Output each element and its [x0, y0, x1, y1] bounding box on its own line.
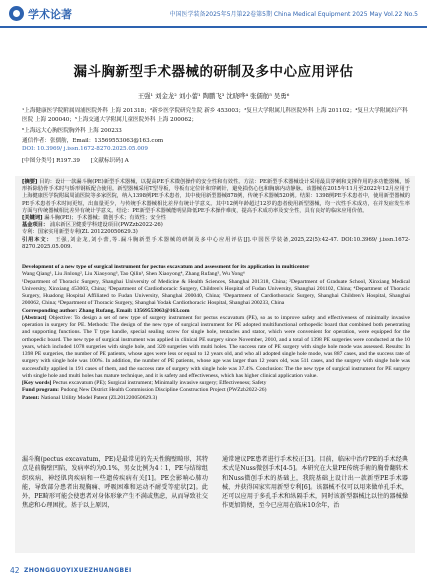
patent-cn: 专利：国家实用新型专利(ZL 201220050629.3) [22, 229, 138, 236]
english-fund: Pudong New District Health Commission Discipline Construction Project (PWZzb2022-26) [60, 387, 267, 394]
keywords-cn-label: [关键词] [22, 215, 43, 222]
doi-link[interactable]: DOI: 10.3969/ j.issn.1672-8270.2025.05.009 [22, 146, 148, 152]
english-affiliations: ¹Department of Thoracic Surgery, Shanghai University of Medicine & Health Sciences, Shanghai 201318, China; ²Department of Graduate School, Xinxiang Medical University, Xinxiang 453003, China; ³Department of Cardiothoracic Surgery, Children's Hospital of Fudan University, Shanghai 201102, China; ⁴Department of Thoracic Surgery, Huadong Hospital Affiliated to Fudan University, Shanghai 200040, China; ⁵Department of Cardiothoracic Surgery, Shanghai Children's Hospital, Shanghai 200062, China; ⁶Department of Thoracic Surgery, Shanghai Yodak Cardiothoracic Hospital, Shanghai 200233, China [22, 278, 410, 307]
english-fund-label: Fund program: [22, 387, 60, 394]
abstract-cn-label: [摘要] [22, 179, 38, 185]
author-list: 王强¹ 刘金龙² 刘小蕾¹ 陶鹏飞³ 沈晓哗⁴ 张儒舫⁵ 吴勇⁶ [137, 92, 290, 100]
english-keywords: Pectus excavatum (PE); Surgical instrument; Minimally invasive surgery; Effectiveness; Safety [52, 380, 267, 386]
english-abstract-text: Objective: To design a set of new type of surgery instrument for pectus excavatum (PE), so as to improve safety and effectiveness of minimally invasive operation in surgery for PE. Methods: The design of the new type of surgical instrument for PE adopted multifunctional orthopedic board that combined both penetrating and supporting functions. The T type handle, special sealing screw for single hole, tentacles and stator, which were convenient for operation, were equipped for the orthopedic board. The new type of surgical instrument was applied in clinical PE surgery since November, 2010, and a total of 1398 PE surgeries were conducted at the 10 years, which included 1078 surgeries with single hole, and 320 surgeries with multi holes. The success rate of PE surgery with single hole mode was assessed. Results: In 1398 PE surgeries, the number of PE patients, whose ages were less or equal to 12 years old, and who all adopted single hole mode, was 887 cases, and the success rate of surgery with single hole was 100%. In addition, the number of PE patients, whose age was larger than 12 years old, was 511 cases, and the surgery with single hole was successfully applied in 191 cases of them, and the success rate of surgery with single hole was 37.4%. Conclusion: The the new type of surgical instrument for PE surgery with single hole and multi holes has mature technique, and it is safety and effectiveness, which has higher clinical application value. [22, 314, 410, 379]
english-abstract-label: [Abstract] [22, 314, 47, 321]
classification-codes [22, 156, 129, 164]
page-footer [0, 564, 427, 579]
english-patent-label: Patent: [22, 394, 40, 401]
page-header [0, 0, 427, 30]
body-column-right: 通常建议PE患者进行手术校正[3]。目前，临床中治疗PE的手术经典术式是Nuss微创手术[4-5]。本研究在大量PE传统手術的胸骨翻转术和Nuss微创手术的基础上，我院基础上设计出一款新型PE手术器械，并获得国家实用新型专利[6]。该器械不仅可以用来做单孔手术，还可以应用于多孔手术和纵隔手术，同时该新型器械比以往的器械操作更加简便，至今已应用在临床10余年，治 [222, 456, 408, 510]
page-number: 42 [10, 566, 20, 575]
affiliations: ¹上海健康医学院附属周浦医院外科 上海 201318；²新乡医学院研究生院 新乡 453003；³复旦大学附属儿科医院外科 上海 201102；⁴复旦大学附属妇产科医院 上海 200040；⁵上海交通大学附属儿童医院外科 上海 200062； [22, 108, 408, 123]
english-authors: Wang Qiang¹, Liu Jinlong², Liu Xiaoyong³, Tao Qilin³, Shen Xiaoyong⁴, Zhang Rufang⁵, Wu Yong⁶ [22, 271, 245, 278]
footer-journal: ZHONGGUOYIXUEZHUANGBEI [24, 567, 132, 574]
english-patent: National Utility Model Patent (ZL201220050629.3) [40, 394, 158, 401]
journal-info: 中国医学装备2025年5月第22卷第5期 China Medical Equipment 2025 May Vol.22 No.5 [169, 11, 418, 18]
abstract-cn-text: 目的：设计一款漏斗胸(PE)新型手术器械，以提高PE手术微创操作的安全性和有效性。方法：PE新型手术器械设计采用最具穿刺和支撑作用的多功能器械，矫形拆除肋骨手术时与矫形钢板配合使用。新型器械采用T型导板，导板有定位针和穿刺针，避免损伤心包和胸廓内动静脉。该器械在2015年11月至2022年12月应用于上海健康医学院附属周浦医院等多家医院，纳入1398例PE手术患者，其中使用新型器械878例，传统手术器械520例。结果：1398例PE手术患者中，使用新型器械的PE手术患者手术时间更短，出血量更少，与传统手术器械相比差异有统计学意义。其中12例年龄超过12岁的患者使用新型器械，均一次性手术成功，在并发症发生率方面与传统器械相比差异有统计学意义。结论：PE新型手术器械能明显降低PE手术操作难度，提高手术成功率及安全性，具有良好的临床应用价值。 [22, 179, 410, 214]
journal-logo-icon [9, 6, 24, 21]
affiliations-cont: ⁶上海远大心胸医院胸外科 上海 200233 [22, 128, 122, 134]
fund-cn-label: 基金项目： [22, 222, 49, 229]
body-column-left: 漏斗胸(pectus excavatum，PE)是最常见的先天性胸壁畸形，其特点是前胸壁凹陷，发病率约为0.1%，男女比例为4∶1，PE与结缔组织疾病、神经肌肉疾病和一些遗传疾病有关[1]。PE会影响心肺功能，导致部分患者出现胸痛、呼吸困难和运动不耐受等症状[2]。此外，PE畸形可能会使患者对身体形象产生不满或焦虑，从而导致社交焦虑和心理困扰。基于以上原因， [22, 456, 208, 510]
document-code: [文献标识码] A [90, 158, 129, 164]
header-rule [0, 26, 427, 28]
english-title: Development of a new type of surgical instrument for pectus excavatum and assessment for its application in multicenter [22, 264, 310, 270]
cite-label: 引用本文： [22, 236, 53, 243]
section-label: 学术论著 [28, 8, 72, 21]
clc-code: [中图分类号] R197.39 [22, 158, 80, 164]
english-keywords-label: [Key words] [22, 380, 52, 386]
abstract-cn [22, 179, 410, 251]
article-title: 漏斗胸新型手术器械的研制及多中心应用评估 [73, 64, 354, 80]
english-corresponding: Corresponding author: Zhang Rufang, Email: 13569553063@163.com [22, 307, 190, 314]
fund-cn: 浦东新区卫健委学科建设项目(PWZzb2022-26) [49, 222, 163, 229]
citation: 王强,刘金龙,刘小蕾,等.漏斗胸新型手术器械的研制及多中心应用评估[J].中国医学装备,2025,22(5):42-47. DOI:10.3969/ j.issn.1672-8270.2025.05.009. [22, 236, 411, 250]
keywords-cn: 漏斗胸(PE)；手术器械；微创手术；有效性；安全性 [44, 215, 166, 222]
corresponding-author: 通信作者：张儒舫，Email：13569553063@163.com [22, 138, 164, 144]
abstract-en [22, 264, 410, 402]
